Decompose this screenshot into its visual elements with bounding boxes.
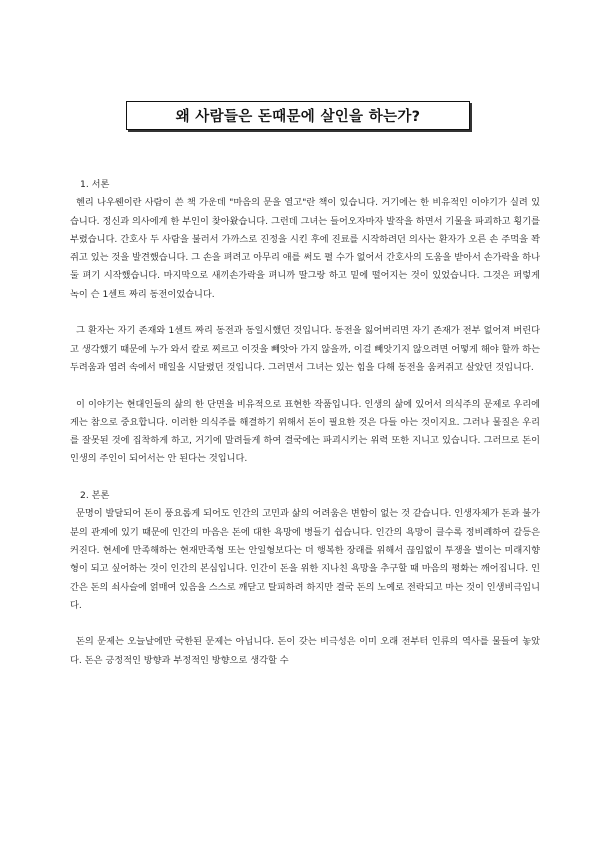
paragraph: 문명이 발달되어 돈이 풍요롭게 되어도 인간의 고민과 삶의 어려움은 변함이 없는 것 같습니다. 인생자체가 돈과 불가분의 관계에 있기 때문에 인간의 마음은 돈에 대한 욕망에 병들기 쉽습니다. 인간의 욕망이 클수록 정비례하여 갈등은 커진다. 현세에 만족해하는 현재만족형 또는 안일형보다는 더 행복한 장래를 위해서 끊임없이 투쟁을 벌이는 미래지향형이 되고 싶어하는 것이 인간의 본심입니다. 인간이 돈을 위한 지나친 욕망을 추구할 때 마음의 평화는 깨어집니다. 인간은 돈의 쇠사슬에 얽매여 있음을 스스로 깨닫고 탈피하려 하지만 결국 돈의 노예로 전락되고 마는 것이 인생비극입니다. <box>70 508 540 611</box>
paragraph: 헨리 나우웬이란 사람이 쓴 책 가운데 "마음의 문을 열고"란 책이 있습니다. 거기에는 한 비유적인 이야기가 실려 있습니다. 정신과 의사에게 한 부인이 찾아왔습니다. 그런데 그녀는 들어오자마자 발작을 하면서 기물을 파괴하고 횡기를 부렸습니다. 간호사 두 사람을 불러서 가까스로 진정을 시킨 후에 진료를 시작하려던 의사는 환자가 오른 손 주먹을 꽉 쥐고 있는 것을 발견했습니다. 그 손을 펴려고 아무리 애를 써도 펼 수가 없어서 간호사의 도움을 받아서 손가락을 하나 둘 펴기 시작했습니다. 마지막으로 새끼손가락을 펴니까 딸그랑 하고 밑에 떨어지는 것이 있었습니다. 그것은 퍼렇게 녹이 슨 1센트 짜리 동전이었습니다. <box>70 197 540 300</box>
section-heading-main: 2. 본론 <box>80 490 110 502</box>
document-title: 왜 사람들은 돈때문에 살인을 하는가? <box>126 101 470 130</box>
paragraph: 그 환자는 자기 존재와 1센트 짜리 동전과 동일시했던 것입니다. 동전을 잃어버리면 자기 존재가 전부 없어져 버린다고 생각했기 때문에 누가 와서 칼로 찌르고 이것을 빼앗아 가지 않을까, 이걸 빼앗기지 않으려면 어떻게 해야 할까 하는 두려움과 염려 속에서 매일을 시달렸던 것입니다. 그러면서 그녀는 있는 힘을 다해 동전을 움켜쥐고 살았던 것입니다. <box>70 325 540 373</box>
paragraph: 돈의 문제는 오늘날에만 국한된 문제는 아닙니다. 돈이 갖는 비극성은 이미 오래 전부터 인류의 역사를 물들여 놓았다. 돈은 긍정적인 방향과 부정적인 방향으로 생각할 수 <box>70 636 540 666</box>
section-heading-intro: 1. 서론 <box>80 179 110 190</box>
document-body <box>70 176 540 670</box>
paragraph: 이 이야기는 현대인들의 삶의 한 단면을 비유적으로 표현한 작품입니다. 인생의 삶에 있어서 의식주의 문제로 우리에게는 참으로 중요합니다. 이러한 의식주를 해결하기 위해서 돈이 필요한 것은 다들 아는 것이지요. 그러나 물질은 우리를 잘못된 것에 집착하게 하고, 거기에 말려들게 하여 결국에는 파괴시키는 위력 또한 지니고 있습니다. 그러므로 돈이 인생의 주인이 되어서는 안 된다는 것입니다. <box>70 398 540 465</box>
